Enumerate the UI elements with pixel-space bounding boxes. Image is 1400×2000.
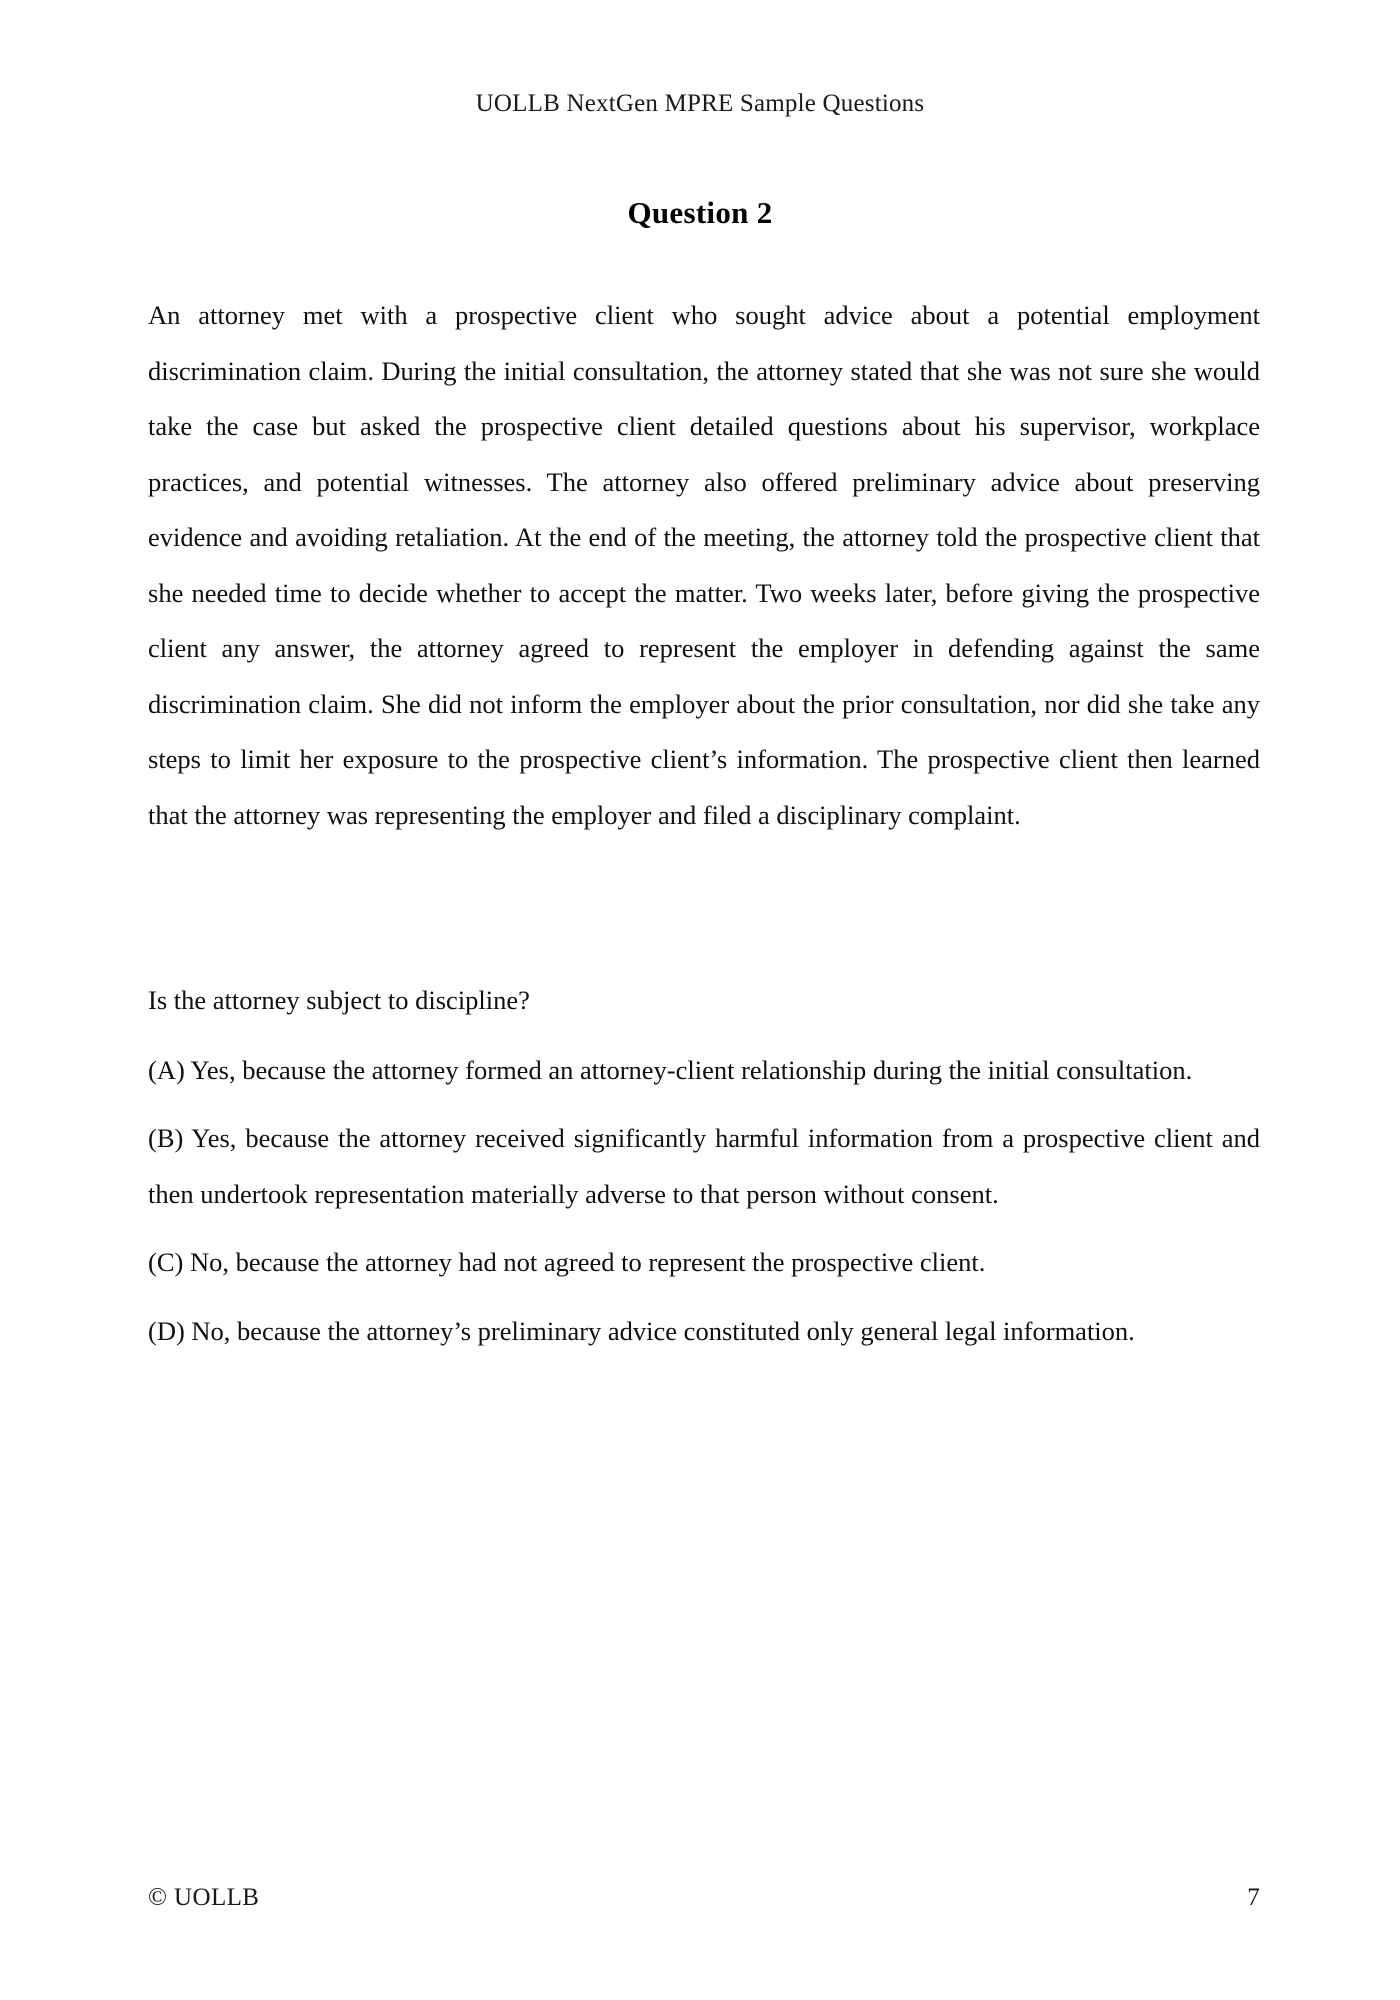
copyright-notice: © UOLLB (148, 1884, 260, 1911)
answer-option-a[interactable]: (A) Yes, because the attorney formed an attorney-client relationship during the initial consultation. (148, 1054, 1193, 1085)
fact-pattern-paragraph: An attorney met with a prospective client who sought advice about a potential employment discrimination claim. During the initial consultation, the attorney stated that she was not sure she would take the case but asked the prospective client detailed questions about his supervisor, workplace practices, and potential witnesses. The attorney also offered preliminary advice about preserving evidence and avoiding retaliation. At the end of the meeting, the attorney told the prospective client that she needed time to decide whether to accept the matter. Two weeks later, before giving the prospective client any answer, the attorney agreed to represent the employer in defending against the same discrimination claim. She did not inform the employer about the prior consultation, nor did she take any steps to limit her exposure to the prospective client’s information. The prospective client then learned that the attorney was representing the employer and filed a disciplinary complaint. (148, 300, 1260, 830)
page-header: UOLLB NextGen MPRE Sample Questions (475, 90, 925, 117)
page-footer (148, 1884, 1260, 1912)
answer-options-list (148, 1029, 1260, 1360)
answer-option-d[interactable]: (D) No, because the attorney’s preliminary advice constituted only general legal information. (148, 1315, 1135, 1346)
answer-option-c[interactable]: (C) No, because the attorney had not agreed to represent the prospective client. (148, 1247, 986, 1277)
call-of-question: Is the attorney subject to discipline? (148, 985, 530, 1015)
document-body (148, 288, 1260, 1359)
page-number: 7 (1247, 1884, 1260, 1911)
answer-option-b[interactable]: (B) Yes, because the attorney received significantly harmful information from a prospective client and then undertook representation materially adverse to that person without consent. (148, 1123, 1260, 1209)
page-title: Question 2 (627, 195, 773, 230)
